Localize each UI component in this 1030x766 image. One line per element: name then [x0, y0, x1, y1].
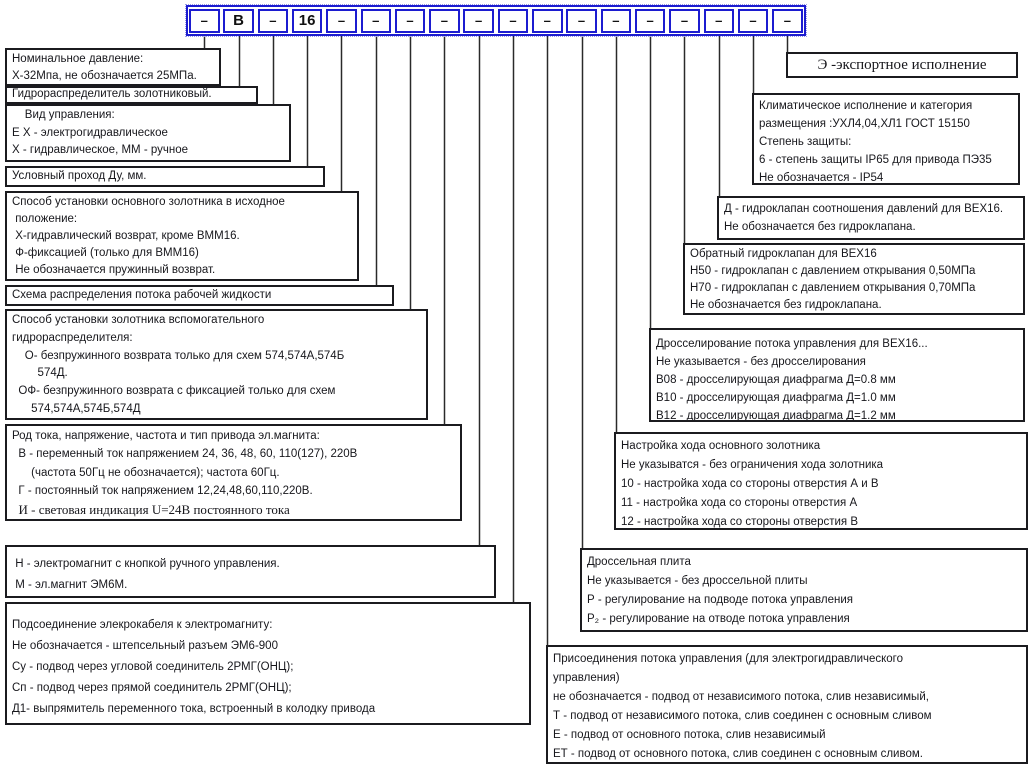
callout-line: Р - регулирование на подводе потока управления: [587, 594, 853, 606]
callout-line: Н70 - гидроклапан с давлением открывания 0,70МПа: [690, 282, 976, 294]
callout-line: (частота 50Гц не обозначается); частота 60Гц.: [12, 466, 280, 479]
callout-line: В08 - дросселирующая диафрагма Д=0.8 мм: [656, 374, 896, 386]
callout-line: Обратный гидроклапан для ВЕХ16: [690, 248, 877, 260]
code-cell-18: –: [772, 9, 803, 33]
callout-line: 12 - настройка хода со стороны отверстия В: [621, 516, 859, 528]
callout-line: В12 - дросселирующая диафрагма Д=1.2 мм: [656, 410, 896, 422]
code-cell-16: –: [704, 9, 735, 33]
callout-check-valve: [683, 243, 1025, 315]
callout-line: Э -экспортное исполнение: [817, 57, 987, 73]
designation-code-row: [186, 5, 806, 36]
callout-line: ЕТ - подвод от основного потока, слив соединен с основным сливом.: [553, 748, 923, 760]
callout-line: 574,574А,574Б,574Д: [12, 402, 141, 415]
code-cell-6: –: [361, 9, 392, 33]
callout-line: Не указывается - без дроссельной плиты: [587, 575, 808, 587]
callout-line: Степень защиты:: [759, 136, 852, 148]
callout-line: Не обозначается пружинный возврат.: [12, 264, 216, 276]
callout-spool-stroke-adjust: [614, 432, 1028, 530]
callout-line: Дроссельная плита: [587, 556, 691, 568]
callout-control-type: [5, 104, 291, 162]
callout-pilot-flow-connection: [546, 645, 1028, 764]
code-cell-4: 16: [292, 9, 323, 33]
callout-line: Х-гидравлический возврат, кроме ВММ16.: [12, 230, 240, 242]
callout-line: Род тока, напряжение, частота и тип привода эл.магнита:: [12, 430, 320, 442]
code-cell-7: –: [395, 9, 426, 33]
callout-line: Д1- выпрямитель переменного тока, встроенный в колодку привода: [12, 703, 376, 715]
code-cell-8: –: [429, 9, 460, 33]
callout-line: Н - электромагнит с кнопкой ручного управления.: [12, 558, 280, 570]
callout-line: Способ установки золотника вспомогательного: [12, 314, 265, 326]
callout-line: Дросселирование потока управления для ВЕХ16...: [656, 338, 928, 350]
code-cell-17: –: [738, 9, 769, 33]
callout-line: 11 - настройка хода со стороны отверстия А: [621, 497, 858, 509]
code-cell-2: В: [223, 9, 254, 33]
callout-line: Ф-фиксацией (только для ВММ16): [12, 247, 199, 259]
code-cell-5: –: [326, 9, 357, 33]
callout-line: Е - подвод от основного потока, слив независимый: [553, 729, 826, 741]
code-cell-15: –: [669, 9, 700, 33]
callout-export-version: [786, 52, 1018, 78]
callout-line: Н50 - гидроклапан с давлением открывания 0,50МПа: [690, 265, 976, 277]
callout-line: ОФ- безпружинного возврата с фиксацией только для схем: [12, 385, 336, 398]
callout-line: Т - подвод от независимого потока, слив соединен с основным сливом: [553, 710, 932, 722]
callout-current-type: [5, 424, 462, 521]
callout-line: Су - подвод через угловой соединитель 2РМГ(ОНЦ);: [12, 661, 294, 673]
callout-line: не обозначается - подвод от независимого потока, слив независимый,: [553, 691, 929, 703]
callout-cable-connection: [5, 602, 531, 725]
callout-pilot-spool-return: [5, 309, 428, 420]
callout-line: Настройка хода основного золотника: [621, 440, 821, 452]
code-cell-9: –: [463, 9, 494, 33]
callout-line: Не указыватся - без ограничения хода золотника: [621, 459, 884, 471]
callout-line: Схема распределения потока рабочей жидкости: [12, 289, 272, 301]
callout-line: Е Х - электрогидравлическое: [12, 126, 168, 139]
callout-line: Условный проход Ду, мм.: [12, 170, 147, 182]
callout-line: размещения :УХЛ4,04,ХЛ1 ГОСТ 15150: [759, 118, 970, 130]
callout-throttle-plate: [580, 548, 1028, 632]
callout-pressure-ratio-valve: [717, 196, 1025, 240]
callout-line: Способ установки основного золотника в исходное: [12, 196, 285, 208]
callout-line: В - переменный ток напряжением 24, 36, 48, 60, 110(127), 220В: [12, 448, 358, 461]
callout-line: Присоединения потока управления (для электрогидравлического: [553, 653, 904, 665]
callout-valve-type: [5, 86, 258, 104]
code-cell-12: –: [566, 9, 597, 33]
callout-line: Не обозначается без гидроклапана.: [724, 221, 916, 233]
callout-nominal-bore: [5, 166, 325, 187]
callout-line: Не обозначается - штепсельный разъем ЭМ6-900: [12, 640, 278, 652]
code-cell-13: –: [601, 9, 632, 33]
callout-climatic-version: [752, 93, 1020, 185]
callout-line: Номинальное давление:: [12, 53, 144, 65]
callout-main-spool-return: [5, 191, 359, 281]
code-cell-3: –: [258, 9, 289, 33]
callout-line: 10 - настройка хода со стороны отверстия А и В: [621, 478, 879, 490]
callout-line: положение:: [12, 213, 78, 225]
callout-line: 574Д.: [12, 367, 68, 380]
callout-line: Гидрораспределитель золотниковый.: [12, 88, 212, 100]
callout-flow-scheme: [5, 285, 394, 306]
callout-line: Подсоединение элекрокабеля к электромагниту:: [12, 619, 273, 631]
callout-line: гидрораспределителя:: [12, 331, 133, 344]
callout-nominal-pressure: [5, 48, 221, 86]
code-cell-10: –: [498, 9, 529, 33]
code-cell-11: –: [532, 9, 563, 33]
callout-line: Вид управления:: [12, 109, 115, 121]
callout-line: М - эл.магнит ЭМ6М.: [12, 579, 128, 591]
code-cell-14: –: [635, 9, 666, 33]
callout-pilot-flow-throttling: [649, 328, 1025, 422]
callout-line: Сп - подвод через прямой соединитель 2РМГ(ОНЦ);: [12, 682, 292, 694]
callout-line: О- безпружинного возврата только для схем 574,574А,574Б: [12, 349, 345, 362]
callout-line: В10 - дросселирующая диафрагма Д=1.0 мм: [656, 392, 896, 404]
callout-line: Г - постоянный ток напряжением 12,24,48,60,110,220В.: [12, 485, 313, 498]
callout-line: И - световая индикация U=24В постоянного тока: [12, 501, 290, 517]
callout-line: Р₂ - регулирование на отводе потока управления: [587, 613, 850, 625]
callout-line: Х - гидравлическое, ММ - ручное: [12, 144, 188, 156]
callout-line: Климатическое исполнение и категория: [759, 100, 973, 112]
callout-line: Д - гидроклапан соотношения давлений для ВЕХ16.: [724, 203, 1004, 215]
callout-solenoid-type: [5, 545, 496, 598]
callout-line: Х-32Мпа, не обозначается 25МПа.: [12, 69, 197, 82]
callout-line: управления): [553, 672, 620, 684]
callout-line: Не обозначается без гидроклапана.: [690, 299, 882, 311]
callout-line: 6 - степень защиты IP65 для привода ПЭ35: [759, 154, 992, 166]
callout-line: Не обозначается - IP54: [759, 172, 884, 184]
code-cell-1: –: [189, 9, 220, 33]
callout-line: Не указывается - без дросселирования: [656, 356, 866, 368]
